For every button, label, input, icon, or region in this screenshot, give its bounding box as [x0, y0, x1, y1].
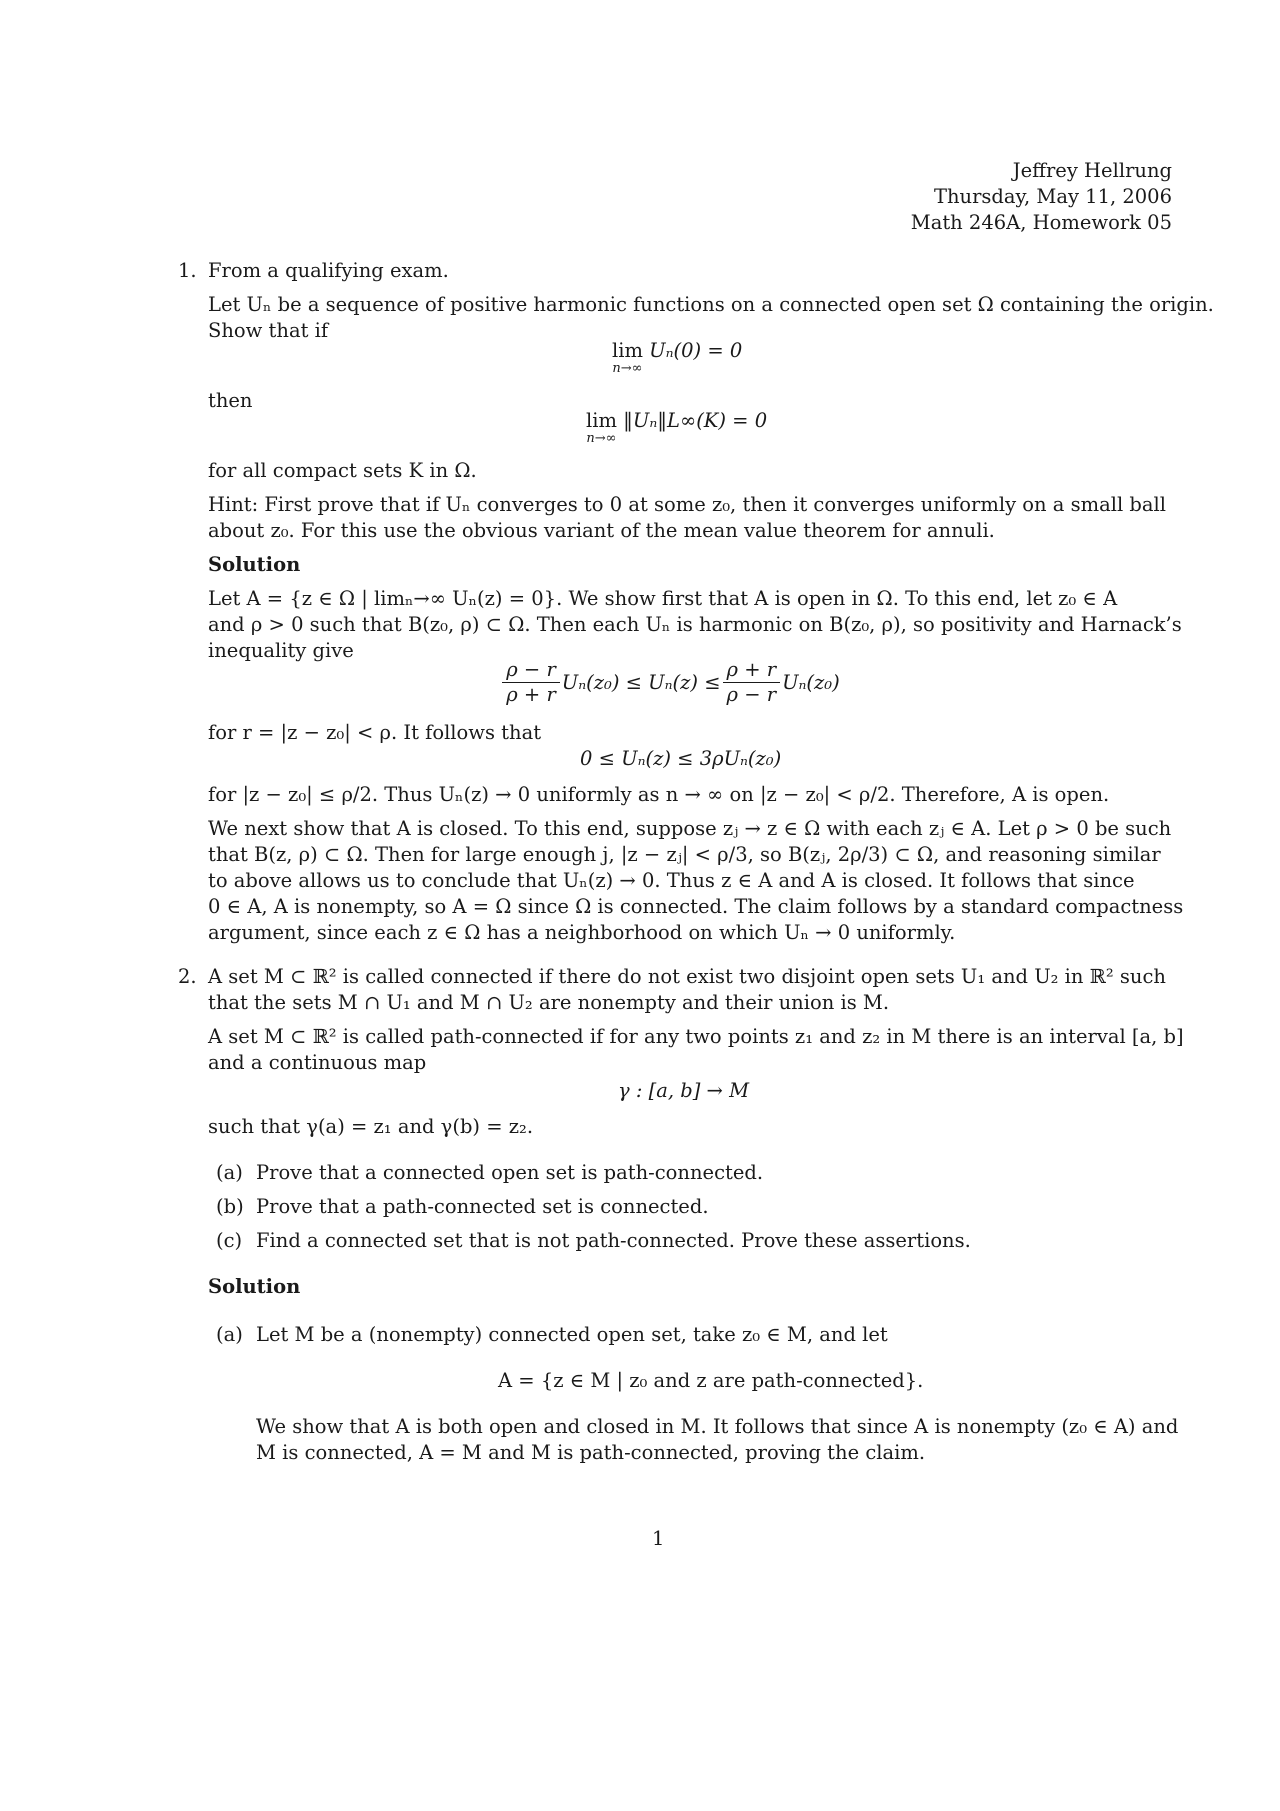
closed-line-5: argument, since each z ∈ Ω has a neighborhood on which Uₙ → 0 uniformly. [208, 921, 956, 944]
problem-1-number: 1. [178, 259, 197, 282]
closed-line-2: that B(z, ρ) ⊂ Ω. Then for large enough j, |z − zⱼ| < ρ/3, so B(zⱼ, 2ρ/3) ⊂ Ω, and reasoning similar [208, 843, 1161, 866]
equation-set-a: A = {z ∈ M | z₀ and z are path-connected}. [498, 1369, 924, 1392]
header-course: Math 246A, Homework 05 [910, 211, 1172, 234]
norm-expression: ‖Uₙ‖L∞(K) = 0 [623, 409, 768, 432]
solution-1-line-3: inequality give [208, 639, 354, 662]
equation-sup-norm-limit [586, 410, 767, 446]
fraction-lower: $\frac{\rho - r}{\rho + r}$ [502, 658, 560, 707]
item-c-label: (c) [216, 1229, 243, 1252]
connected-def-line-2: that the sets M ∩ U₁ and M ∩ U₂ are nonempty and their union is M. [208, 991, 890, 1014]
fraction-upper: $\frac{\rho + r}{\rho - r}$ [723, 658, 781, 707]
solution-1-line-2: and ρ > 0 such that B(z₀, ρ) ⊂ Ω. Then each Uₙ is harmonic on B(z₀, ρ), so positivity and Harnack’s [208, 613, 1182, 636]
equation-limit-at-origin [612, 340, 742, 376]
problem-1-then: then [208, 389, 253, 412]
closed-line-3: to above allows us to conclude that Uₙ(z) → 0. Thus z ∈ A and A is closed. It follows that since [208, 869, 1135, 892]
equation-gamma-map: γ : [a, b] → M [618, 1079, 750, 1102]
hint-line-1: Hint: First prove that if Uₙ converges to 0 at some z₀, then it converges uniformly on a small ball [208, 493, 1167, 516]
solution-heading-1: Solution [208, 553, 301, 576]
solution-1-uniform: for |z − z₀| ≤ ρ/2. Thus Uₙ(z) → 0 uniformly as n → ∞ on |z − z₀| < ρ/2. Therefore, A is open. [208, 783, 1110, 806]
connected-def-line-1: A set M ⊂ ℝ² is called connected if there do not exist two disjoint open sets U₁ and U₂ in ℝ² such [208, 965, 1166, 988]
closed-line-4: 0 ∈ A, A is nonempty, so A = Ω since Ω is connected. The claim follows by a standard compactness [208, 895, 1184, 918]
item-a-label: (a) [216, 1161, 243, 1184]
path-def-line-2: and a continuous map [208, 1051, 427, 1074]
solution-1-for-r: for r = |z − z₀| < ρ. It follows that [208, 721, 542, 744]
solution-heading-2: Solution [208, 1275, 301, 1298]
closed-line-1: We next show that A is closed. To this end, suppose zⱼ → z ∈ Ω with each zⱼ ∈ A. Let ρ > 0 be such [208, 817, 1172, 840]
problem-1-statement-line-1: Let Uₙ be a sequence of positive harmonic functions on a connected open set Ω containing the origin. [208, 293, 1214, 316]
solution-a-line-1: Let M be a (nonempty) connected open set, take z₀ ∈ M, and let [256, 1323, 888, 1346]
lim-operator-2: lim n→∞ [586, 409, 617, 446]
solution-1-line-1: Let A = {z ∈ Ω | limₙ→∞ Uₙ(z) = 0}. We show first that A is open in Ω. To this end, let z₀ ∈ A [208, 587, 1118, 610]
equation-bound: 0 ≤ Uₙ(z) ≤ 3ρUₙ(z₀) [580, 747, 782, 770]
page-number: 1 [652, 1527, 665, 1550]
solution-a-line-3: M is connected, A = M and M is path-connected, proving the claim. [256, 1441, 926, 1464]
solution-a-line-2: We show that A is both open and closed in M. It follows that since A is nonempty (z₀ ∈ A) and [256, 1415, 1179, 1438]
header-date: Thursday, May 11, 2006 [933, 185, 1172, 208]
header-author: Jeffrey Hellrung [1012, 159, 1172, 182]
problem-2-number: 2. [178, 965, 197, 988]
harnack-end: Uₙ(z₀) [782, 670, 840, 694]
solution-a-label: (a) [216, 1323, 243, 1346]
problem-1-statement-line-2: Show that if [208, 319, 329, 342]
path-def-line-1: A set M ⊂ ℝ² is called path-connected if for any two points z₁ and z₂ in M there is an interval [a, b] [208, 1025, 1184, 1048]
harnack-middle: Uₙ(z₀) ≤ Uₙ(z) ≤ [561, 670, 721, 694]
equation-harnack [460, 658, 880, 707]
problem-1-source: From a qualifying exam. [208, 259, 449, 282]
item-a-text: Prove that a connected open set is path-connected. [256, 1161, 764, 1184]
such-that-line: such that γ(a) = z₁ and γ(b) = z₂. [208, 1115, 534, 1138]
lim-expression: Uₙ(0) = 0 [649, 339, 743, 362]
hint-line-2: about z₀. For this use the obvious variant of the mean value theorem for annuli. [208, 519, 995, 542]
problem-1-forall: for all compact sets K in Ω. [208, 459, 477, 482]
item-b-label: (b) [216, 1195, 244, 1218]
lim-operator: lim n→∞ [612, 339, 643, 376]
item-b-text: Prove that a path-connected set is connected. [256, 1195, 709, 1218]
item-c-text: Find a connected set that is not path-connected. Prove these assertions. [256, 1229, 971, 1252]
